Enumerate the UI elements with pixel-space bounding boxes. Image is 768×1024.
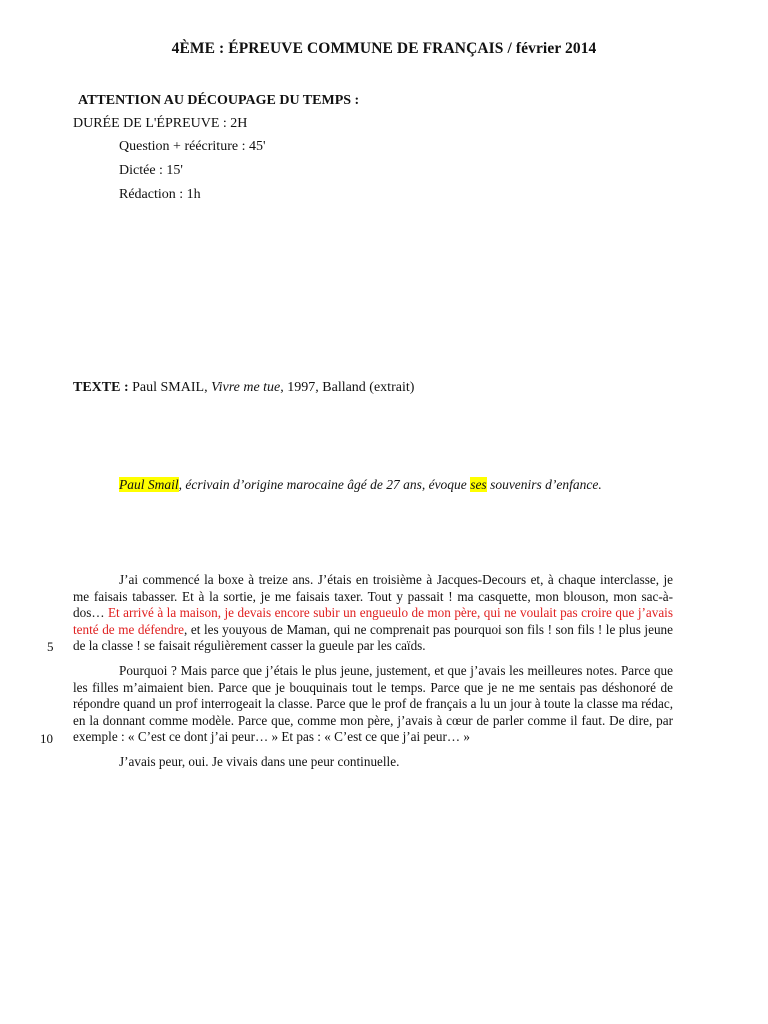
intro-text-part1: , écrivain d’origine marocaine âgé de 27 ans, évoque	[178, 477, 471, 492]
intro-text-part2: souvenirs d’enfance.	[486, 477, 602, 492]
source-author: Paul SMAIL,	[128, 380, 212, 395]
passage-p1-end: , et les youyous de Maman, qui ne comprenait pas pourquoi son fils ! son fils ! le plus jeune de la classe ! se faisait régulièrement casser la gueule par les caïds.	[73, 621, 673, 654]
passage-p1-start: J’ai commencé la boxe à treize ans. J’étais en troisième à Jacques-Decours et, à chaque interclasse, je me faisais tabasser. Et à la sortie, je me faisais taxer. Tout y passait ! ma casquette, mon blouson, mon sac-à-dos…	[73, 572, 673, 621]
highlighted-ses: ses	[470, 477, 487, 492]
schedule-item-dictation: Dictée : 15'	[119, 163, 183, 178]
source-details: , 1997, Balland (extrait)	[280, 380, 415, 395]
line-number-5: 5	[47, 639, 54, 654]
line-number-10: 10	[40, 731, 53, 746]
passage-paragraph-3: J’avais peur, oui. Je vivais dans une peur continuelle.	[119, 753, 400, 769]
passage-p1-red-highlight: Et arrivé à la maison, je devais encore subir un engueulo de mon père, qui ne voulait pas croire que j’avais tenté de me défendre	[73, 605, 673, 637]
passage-paragraph-1	[73, 572, 673, 655]
highlighted-author-name: Paul Smail	[119, 477, 179, 492]
source-work-title: Vivre me tue	[211, 380, 281, 395]
schedule-item-essay: Rédaction : 1h	[119, 187, 201, 202]
passage-paragraph-2: Pourquoi ? Mais parce que j’étais le plus jeune, justement, et que j’avais les meilleures notes. Parce que les filles m’aimaient bien. Parce que je bouquinais tout le temps. Parce que je ne me sentais pas déshonoré de répondre quand un prof interrogeait la classe. Parce que le prof de français a lu un jour à toute la classe ma rédac, en la donnant comme modèle. Parce que, comme mon père, j’avais à cœur de parler comme il faut. De dire, par exemple : « C’est ce dont j’ai peur… » Et pas : « C’est ce que j’ai peur… »	[73, 662, 673, 745]
duration-line: DURÉE DE L'ÉPREUVE : 2H	[73, 116, 248, 131]
schedule-item-questions: Question + réécriture : 45'	[119, 139, 266, 154]
passage	[73, 572, 673, 779]
attention-heading: ATTENTION AU DÉCOUPAGE DU TEMPS :	[78, 93, 360, 108]
page-title: 4ÈME : ÉPREUVE COMMUNE DE FRANÇAIS / février 2014	[171, 40, 597, 57]
source-line	[73, 380, 414, 396]
intro-sentence	[119, 477, 602, 493]
source-label: TEXTE :	[73, 380, 129, 395]
